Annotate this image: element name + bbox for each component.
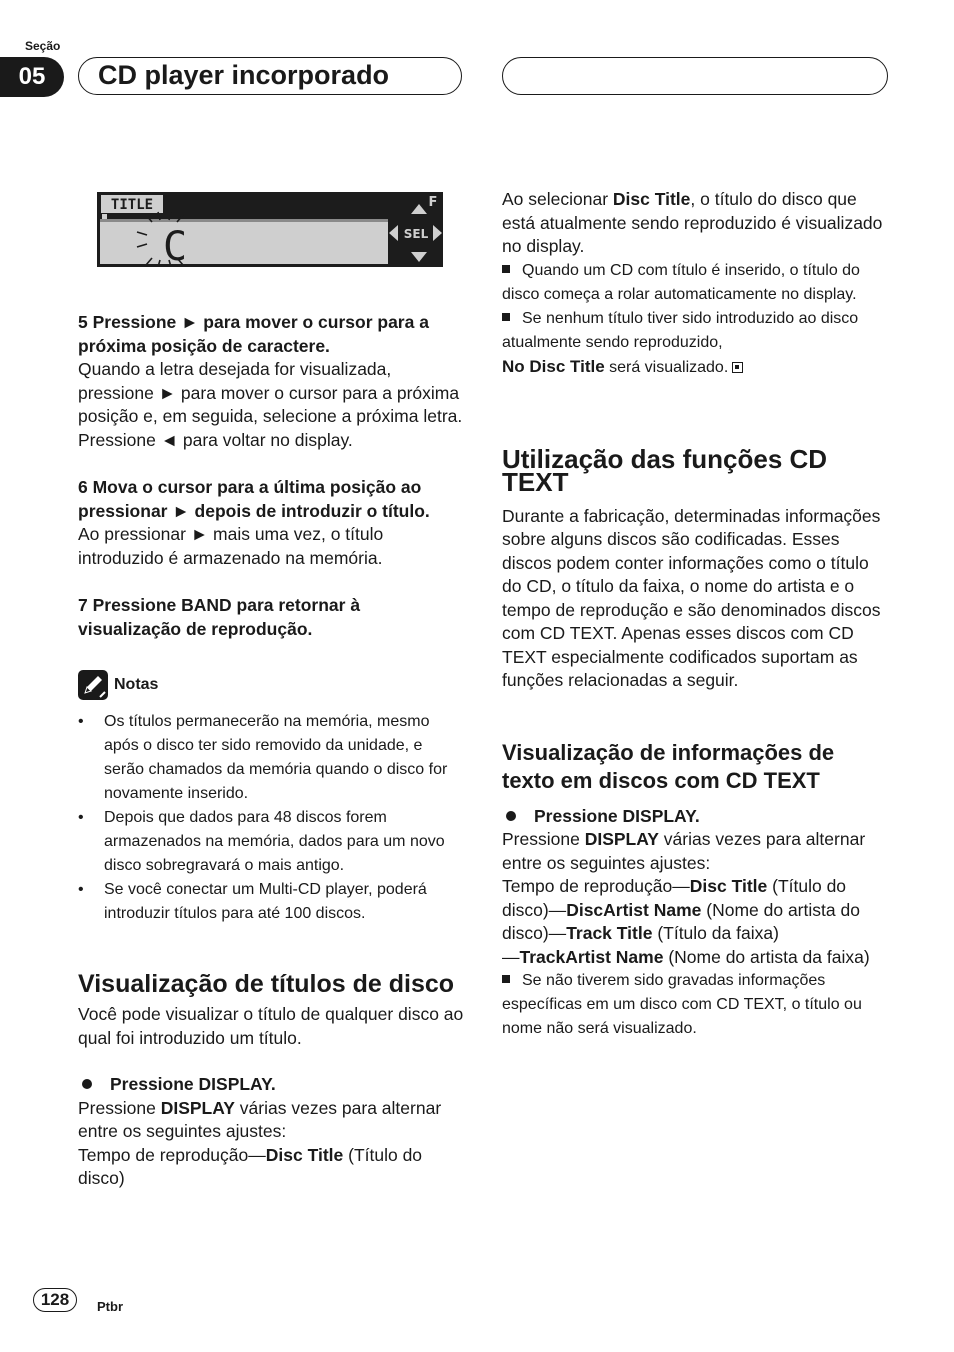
pencil-icon [78,670,108,700]
notes-label: Notas [114,676,159,694]
lcd-sel-label: SEL [403,227,429,241]
step6-heading: 6 Mova o cursor para a última posição ao pressionar ► depois de introduzir o título. [78,477,430,521]
header-empty-frame [502,57,888,95]
disc-titles-intro: Você pode visualizar o título de qualquer disco ao qual foi introduzido um título. [78,1004,464,1048]
heading-cd-text: Utilização das funções CD TEXT [502,443,828,497]
lcd-title-label: TITLE [110,197,154,213]
settings-list: Tempo de reprodução—Disc Title (Título do disco) [78,1144,423,1188]
section-number-badge: 05 [0,57,64,97]
scroll-note: Quando um CD com título é inserido, o título do disco começa a rolar automaticamente no display. [502,261,860,303]
press-display-text: Pressione DISPLAY. [534,805,700,826]
lcd-indicator: F [428,195,438,210]
bullet-icon [506,811,516,821]
square-bullet-icon [502,313,510,321]
lcd-display-graphic [97,192,443,267]
heading-text-info: Visualização de informações de texto em discos com CD TEXT [502,739,835,793]
press-display-body: Pressione DISPLAY várias vezes para alternar entre os seguintes ajustes: [78,1097,442,1141]
left-column [78,311,464,1191]
press-display-text: Pressione DISPLAY. [110,1074,276,1094]
section-label: Seção [25,39,61,53]
page-number: 128 [33,1288,77,1312]
heading-disc-titles: Visualização de títulos de disco [78,970,455,998]
right-column [502,188,890,1041]
disc-title-paragraph: Ao selecionar Disc Title, o título do disco que está atualmente sendo reproduzido é visualizado no display. [502,189,883,256]
step7-heading: 7 Pressione BAND para retornar à visualização de reprodução. [78,595,361,639]
note-item: • Depois que dados para 48 discos forem armazenados na memória, dados para um novo disco sobregravará o mais antigo. [78,806,464,878]
press-display-step-right [502,805,890,829]
no-info-note: Se não tiverem sido gravadas informações específicas em um disco com CD TEXT, o título ou nome não será visualizado. [502,972,862,1037]
press-display-step [78,1073,464,1097]
lcd-display-illustration [97,192,443,267]
end-mark-icon [732,362,743,373]
note-item: • Se você conectar um Multi-CD player, poderá introduzir títulos para até 100 discos. [78,878,464,926]
section-title: CD player incorporado [98,60,390,90]
press-display-body-right: Pressione DISPLAY várias vezes para alternar entre os seguintes ajustes: [502,829,866,873]
step5-body: Quando a letra desejada for visualizada, pressione ► para mover o cursor para a próxima posição e, em seguida, selecione a próxima letra. Pressione ◄ para voltar no display. [78,359,463,450]
square-bullet-icon [502,975,510,983]
notes-list [78,710,464,926]
bullet-icon [82,1079,92,1089]
cd-text-body: Durante a fabricação, determinadas informações sobre alguns discos são codificadas. Esses discos podem conter informações como o título do CD, o título da faixa, o nome do artista e o tempo de reprodução e são denominados discos com CD TEXT. Apenas esses discos com CD TEXT especialmente codificados suportam as funções relacionadas a seguir. [502,505,881,690]
lcd-cursor-char: C [163,224,188,267]
no-disc-title-line: No Disc Title será visualizado. [502,355,890,380]
step6-body: Ao pressionar ► mais uma vez, o título introduzido é armazenado na memória. [78,524,384,568]
step5-heading: 5 Pressione ► para mover o cursor para a próxima posição de caractere. [78,312,429,356]
no-title-note: Se nenhum título tiver sido introduzido ao disco atualmente sendo reproduzido, [502,309,859,351]
square-bullet-icon [502,265,510,273]
settings-list-right: Tempo de reprodução—Disc Title (Título do disco)—DiscArtist Name (Nome do artista do disco)—Track Title (Título da faixa) —TrackArtist Name (Nome do artista da faixa) [502,876,870,967]
note-item: • Os títulos permanecerão na memória, mesmo após o disco ter sido removido da unidade, e serão chamados da memória quando o disco for novamente inserido. [78,710,464,806]
language-code: Ptbr [97,1299,123,1314]
notes-header [78,670,464,700]
